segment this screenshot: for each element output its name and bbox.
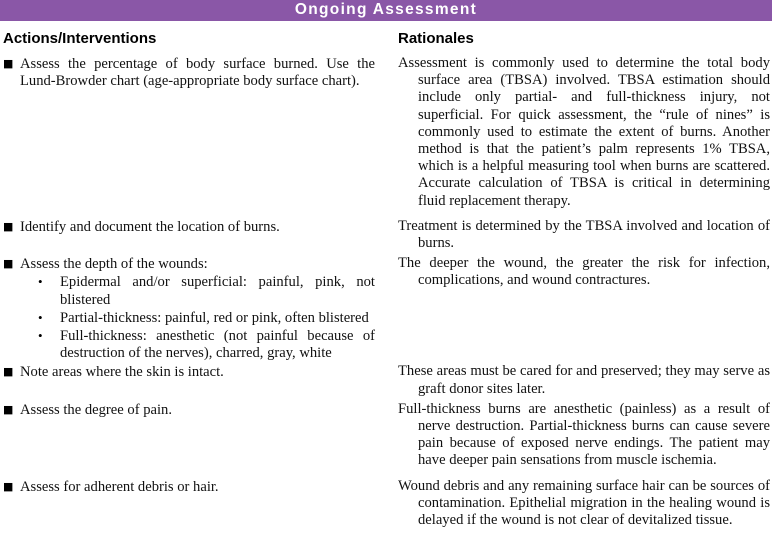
rationale-text-1: Assessment is commonly used to determine the total body surface area (TBSA) involved. TBSA estimation should include only partial- and full-thickness injury, not superficial. For quick assessment, the “rule of nines” is commonly used to estimate the extent of burns. Another method is that the patient’s palm represents 1% TBSA, which is a helpful measuring tool when burns are scattered. Accurate calculation of TBSA is critical in determining fluid replacement therapy. bbox=[398, 55, 770, 209]
dot-bullet-icon: • bbox=[38, 328, 43, 344]
action-text-3: ■ Assess the depth of the wounds: bbox=[3, 256, 208, 273]
table-body bbox=[0, 55, 772, 529]
column-headers bbox=[0, 21, 772, 55]
action-subitem-3: • Full-thickness: anesthetic (not painful because of destruction of the nerves), charred, gray, white bbox=[38, 328, 375, 362]
action-item-5 bbox=[3, 401, 375, 470]
action-item-1 bbox=[3, 55, 375, 210]
action-text-2: Identify and document the location of burns. bbox=[20, 218, 280, 235]
action-text-6: Assess for adherent debris or hair. bbox=[20, 478, 219, 495]
dot-bullet-icon: • bbox=[38, 309, 43, 325]
square-bullet-icon: ■ bbox=[3, 402, 14, 416]
action-subitem-2: • Partial-thickness: painful, red or pink, often blistered bbox=[38, 309, 369, 326]
square-bullet-icon: ■ bbox=[3, 479, 14, 493]
action-text-4: Note areas where the skin is intact. bbox=[20, 364, 224, 381]
action-item-4 bbox=[3, 363, 375, 397]
dot-bullet-icon: • bbox=[38, 274, 43, 290]
action-item-6 bbox=[3, 478, 375, 530]
table-title: Ongoing Assessment bbox=[294, 1, 478, 19]
square-bullet-icon: ■ bbox=[3, 219, 14, 233]
rationale-text-5: Full-thickness burns are anesthetic (painless) as a result of nerve destruction. Partial-thickness burns can cause severe pain because of exposed nerve endings. The patient may have deeper pain sensations from muscle ischemia. bbox=[398, 400, 770, 469]
action-item-3 bbox=[3, 255, 375, 362]
rationale-text-6: Wound debris and any remaining surface hair can be sources of contamination. Epithelial migration in the healing wound is delayed if the wound is not clear of devitalized tissue. bbox=[398, 477, 770, 529]
rationale-text-3: The deeper the wound, the greater the risk for infection, complications, and wound contractures. bbox=[398, 255, 770, 289]
table-row-1 bbox=[3, 55, 770, 210]
action-text-1: Assess the percentage of body surface burned. Use the Lund-Browder chart (age-appropriate body surface chart). bbox=[20, 56, 375, 90]
table-title-bar bbox=[0, 0, 772, 21]
square-bullet-icon: ■ bbox=[3, 365, 14, 379]
rationale-text-4: These areas must be cared for and preserved; they may serve as graft donor sites later. bbox=[398, 363, 770, 397]
action-subitem-1: • Epidermal and/or superficial: painful, pink, not blistered bbox=[38, 274, 375, 308]
table-row-6 bbox=[3, 478, 770, 530]
action-item-2 bbox=[3, 218, 375, 252]
column-header-rationales: Rationales bbox=[398, 30, 474, 47]
table-row-3 bbox=[3, 255, 770, 362]
square-bullet-icon: ■ bbox=[3, 257, 14, 271]
column-header-actions-interventions: Actions/Interventions bbox=[3, 30, 157, 47]
table-row-4 bbox=[3, 363, 770, 397]
action-text-5: Assess the degree of pain. bbox=[20, 401, 172, 418]
table-row-2 bbox=[3, 218, 770, 252]
square-bullet-icon: ■ bbox=[3, 57, 14, 70]
rationale-text-2: Treatment is determined by the TBSA involved and location of burns. bbox=[398, 217, 770, 252]
table-row-5 bbox=[3, 401, 770, 470]
